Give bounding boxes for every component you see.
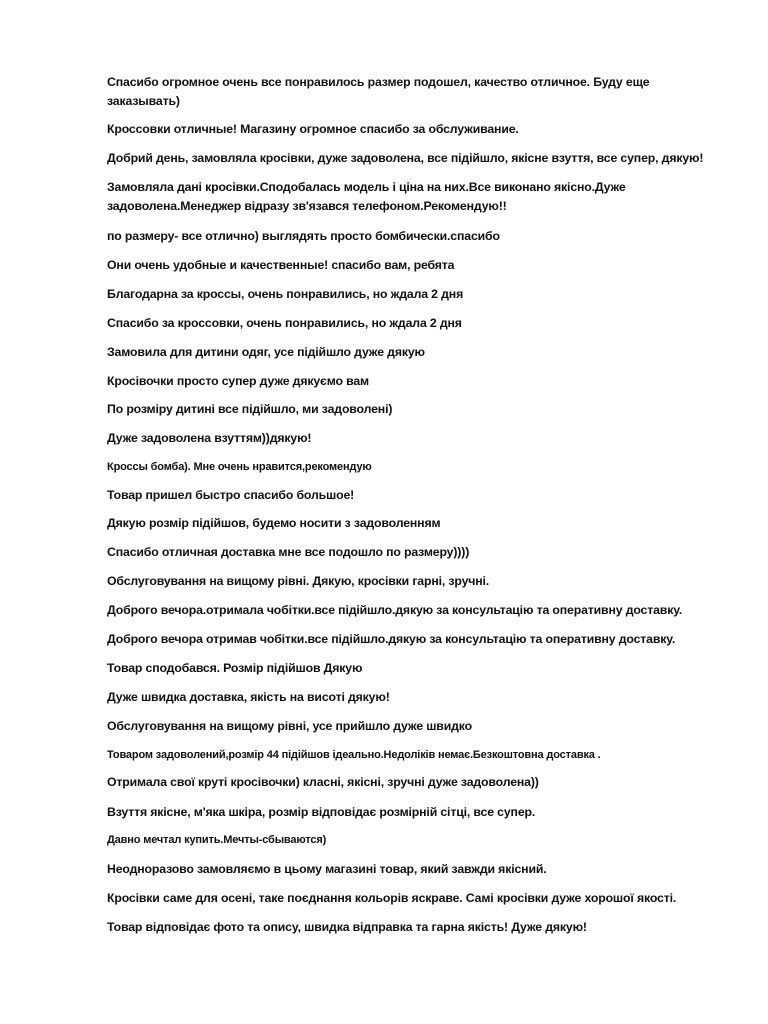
review-text: по размеру- все отлично) выглядять просто бомбически.спасибо — [107, 229, 500, 243]
review-text: Товаром задоволений,розмір 44 підійшов ідеально.Недоліків немає.Безкоштовна доставка . — [107, 749, 601, 761]
review-text: Обслуговування на вищому рівні. Дякую, кросівки гарні, зручні. — [107, 574, 490, 588]
review-text: Доброго вечора.отримала чобітки.все підійшло.дякую за консультацію та оперативну доставку. — [107, 603, 683, 617]
review-text: Дякую розмір підійшов, будемо носити з задоволенням — [107, 516, 441, 530]
review-text: Кросівочки просто супер дуже дякуємо вам — [107, 374, 369, 388]
review-text: Неодноразово замовляємо в цьому магазині товар, який завжди якісний. — [107, 862, 547, 876]
review-text: Обслуговування на вищому рівні, усе прийшло дуже швидко — [107, 719, 472, 733]
review-text: Благодарна за кроссы, очень понравились, но ждала 2 дня — [107, 287, 464, 301]
review-text: Замовила для дитини одяг, усе підійшло дуже дякую — [107, 345, 425, 359]
review-text: Давно мечтал купить.Мечты-сбываются) — [107, 834, 327, 846]
review-text: Добрий день, замовляла кросівки, дуже задоволена, все підійшло, якісне взуття, все супер, дякую! — [107, 151, 704, 165]
review-text: Дуже швидка доставка, якість на висоті дякую! — [107, 690, 390, 704]
review-text: Спасибо за кроссовки, очень понравились, но ждала 2 дня — [107, 316, 462, 330]
review-text: Товар сподобався. Розмір підійшов Дякую — [107, 661, 363, 675]
review-text: Доброго вечора отримав чобітки.все підійшло.дякую за консультацію та оперативну доставку. — [107, 632, 676, 646]
review-text: Спасибо огромное очень все понравилось размер подошел, качество отличное. Буду еще заказывать) — [107, 75, 650, 108]
review-text: Отримала свої круті кросівочки) класні, якісні, зручні дуже задоволена)) — [107, 775, 539, 789]
review-text: Они очень удобные и качественные! спасибо вам, ребята — [107, 258, 455, 272]
review-text: Спасибо отличная доставка мне все подошло по размеру)))) — [107, 545, 470, 559]
review-text: Товар відповідає фото та опису, швидка відправка та гарна якість! Дуже дякую! — [107, 920, 587, 934]
review-text: Дуже задоволена взуттям))дякую! — [107, 431, 312, 445]
review-text: Кроссы бомба). Мне очень нравится,рекомендую — [107, 461, 372, 473]
review-text: Кроссовки отличные! Магазину огромное спасибо за обслуживание. — [107, 122, 519, 136]
review-text: Взуття якісне, м'яка шкіра, розмір відповідає розмірній сітці, все супер. — [107, 805, 536, 819]
review-text: Товар пришел быстро спасибо большое! — [107, 488, 355, 502]
review-text: Кросівки саме для осені, таке поєднання кольорів яскраве. Самі кросівки дуже хорошої якості. — [107, 891, 677, 905]
review-text: Замовляла дані кросівки.Сподобалась модель і ціна на них.Все виконано якісно.Дуже задоволена.Менеджер відразу зв'язався телефоном.Рекомендую!! — [107, 180, 626, 213]
review-text: По розміру дитині все підійшло, ми задоволені) — [107, 402, 393, 416]
